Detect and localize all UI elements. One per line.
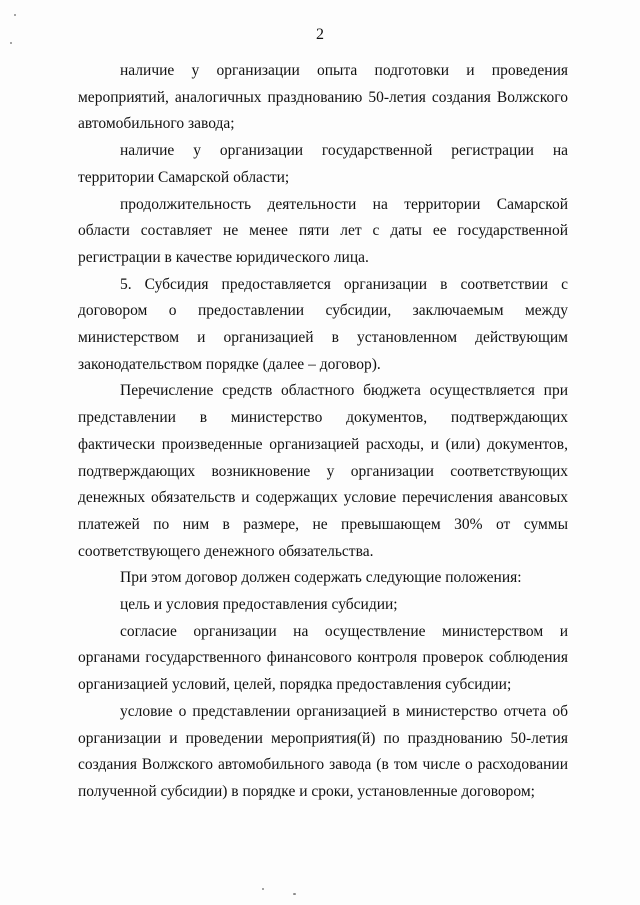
paragraph-organization-experience: наличие у организации опыта подготовки и проведения мероприятий, аналогичных празднованию 50-летия создания Волжского автомобильного завода; <box>78 62 568 133</box>
paragraph-subsidy-agreement: 5. Субсидия предоставляется организации в соответствии с договором о предоставлении субсидии, заключаемым между министерством и организацией в установленном действующим законодательством порядке (далее – договор). <box>78 275 568 373</box>
paragraph-budget-transfer: Перечисление средств областного бюджета осуществляется при представлении в министерство документов, подтверждающих фактически произведенные организацией расходы, и (или) документов, подтверждающих возникновение у организации соответствующих денежных обязательств и содержащих условие перечисления авансовых платежей по ним в размере, не превышающем 30% от суммы соответствующего денежного обязательства. <box>78 382 568 560</box>
paragraph-audit-consent: согласие организации на осуществление министерством и органами государственного финансового контроля проверок соблюдения организацией условий, целей, порядка предоставления субсидии; <box>78 622 568 694</box>
scan-speck <box>262 888 264 890</box>
scan-speck <box>14 14 16 16</box>
paragraph-state-registration: наличие у организации государственной регистрации на территории Самарской области; <box>78 142 568 186</box>
scan-speck <box>293 893 296 895</box>
paragraph-report-condition: условие о представлении организацией в министерство отчета об организации и проведении мероприятия(й) по празднованию 50-летия создания Волжского автомобильного завода (в том числе о расходовании полученной субсидии) в порядке и сроки, установленные договором; <box>78 702 568 800</box>
document-body <box>78 58 568 806</box>
paragraph-agreement-provisions: При этом договор должен содержать следующие положения: <box>120 569 522 587</box>
page-number: 2 <box>316 26 324 43</box>
paragraph-activity-duration: продолжительность деятельности на территории Самарской области составляет не менее пяти лет с даты ее государственной регистрации в качестве юридического лица. <box>78 195 568 266</box>
paragraph-subsidy-purpose: цель и условия предоставления субсидии; <box>120 596 398 614</box>
scan-speck <box>10 42 12 44</box>
